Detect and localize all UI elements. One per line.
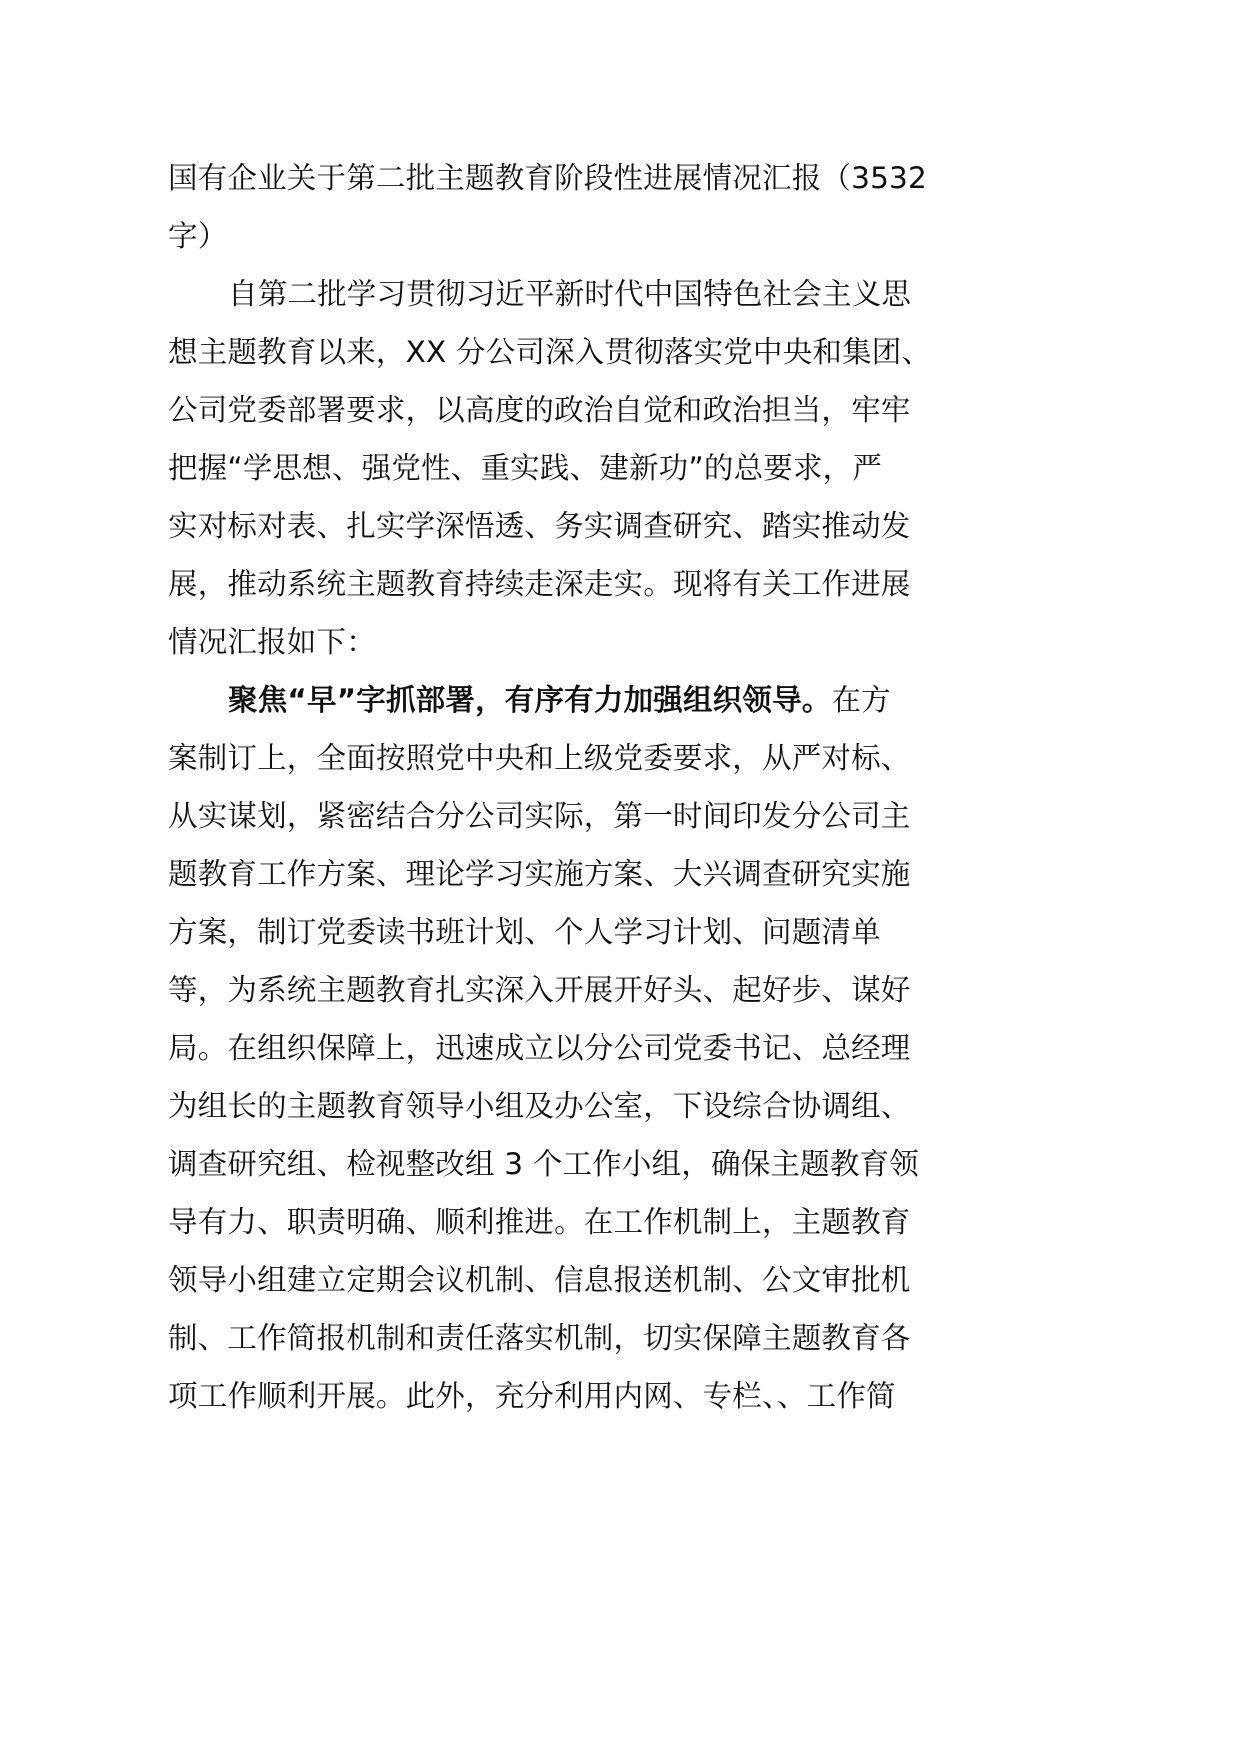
paragraph-2-line: 题教育工作方案、理论学习实施方案、大兴调查研究实施	[168, 857, 911, 891]
paragraph-2-line: 项工作顺利开展。此外，充分利用内网、专栏、、工作简	[168, 1379, 896, 1413]
paragraph-2-line: 导有力、职责明确、顺利推进。在工作机制上，主题教育	[168, 1205, 911, 1239]
paragraph-1-line: 展，推动系统主题教育持续走深走实。现将有关工作进展	[168, 567, 911, 601]
paragraph-1-line: 把握“学思想、强党性、重实践、建新功”的总要求，严	[168, 451, 883, 485]
paragraph-1-line: 实对标对表、扎实学深悟透、务实调查研究、踏实推动发	[168, 509, 911, 543]
paragraph-2-first-line	[228, 671, 1008, 729]
paragraph-2-line: 为组长的主题教育领导小组及办公室，下设综合协调组、	[168, 1089, 911, 1123]
paragraph-2-line: 等，为系统主题教育扎实深入开展开好头、起好步、谋好	[168, 973, 911, 1007]
paragraph-2-line: 领导小组建立定期会议机制、信息报送机制、公文审批机	[168, 1263, 911, 1297]
paragraph-2-line: 制、工作简报机制和责任落实机制，切实保障主题教育各	[168, 1321, 911, 1355]
paragraph-2-line: 案制订上，全面按照党中央和上级党委要求，从严对标、	[168, 741, 911, 775]
paragraph-2-line: 局。在组织保障上，迅速成立以分公司党委书记、总经理	[168, 1031, 911, 1065]
paragraph-1-line: 自第二批学习贯彻习近平新时代中国特色社会主义思	[228, 277, 912, 311]
paragraph-1-line: 公司党委部署要求，以高度的政治自觉和政治担当，牢牢	[168, 393, 911, 427]
paragraph-2-line: 调查研究组、检视整改组 3 个工作小组，确保主题教育领	[168, 1147, 919, 1181]
paragraph-1-line: 情况汇报如下：	[168, 625, 376, 659]
paragraph-2-line: 从实谋划，紧密结合分公司实际，第一时间印发分公司主	[168, 799, 911, 833]
paragraph-2-line: 方案，制订党委读书班计划、个人学习计划、问题清单	[168, 915, 881, 949]
document-title-line-1: 国有企业关于第二批主题教育阶段性进展情况汇报（3532	[168, 161, 927, 195]
paragraph-2-text: 在方	[831, 683, 891, 717]
document-title-line-2: 字）	[168, 219, 228, 253]
section-heading: 聚焦“早”字抓部署，有序有力加强组织领导。	[228, 683, 832, 717]
paragraph-1-line: 想主题教育以来，XX 分公司深入贯彻落实党中央和集团、	[168, 335, 932, 369]
